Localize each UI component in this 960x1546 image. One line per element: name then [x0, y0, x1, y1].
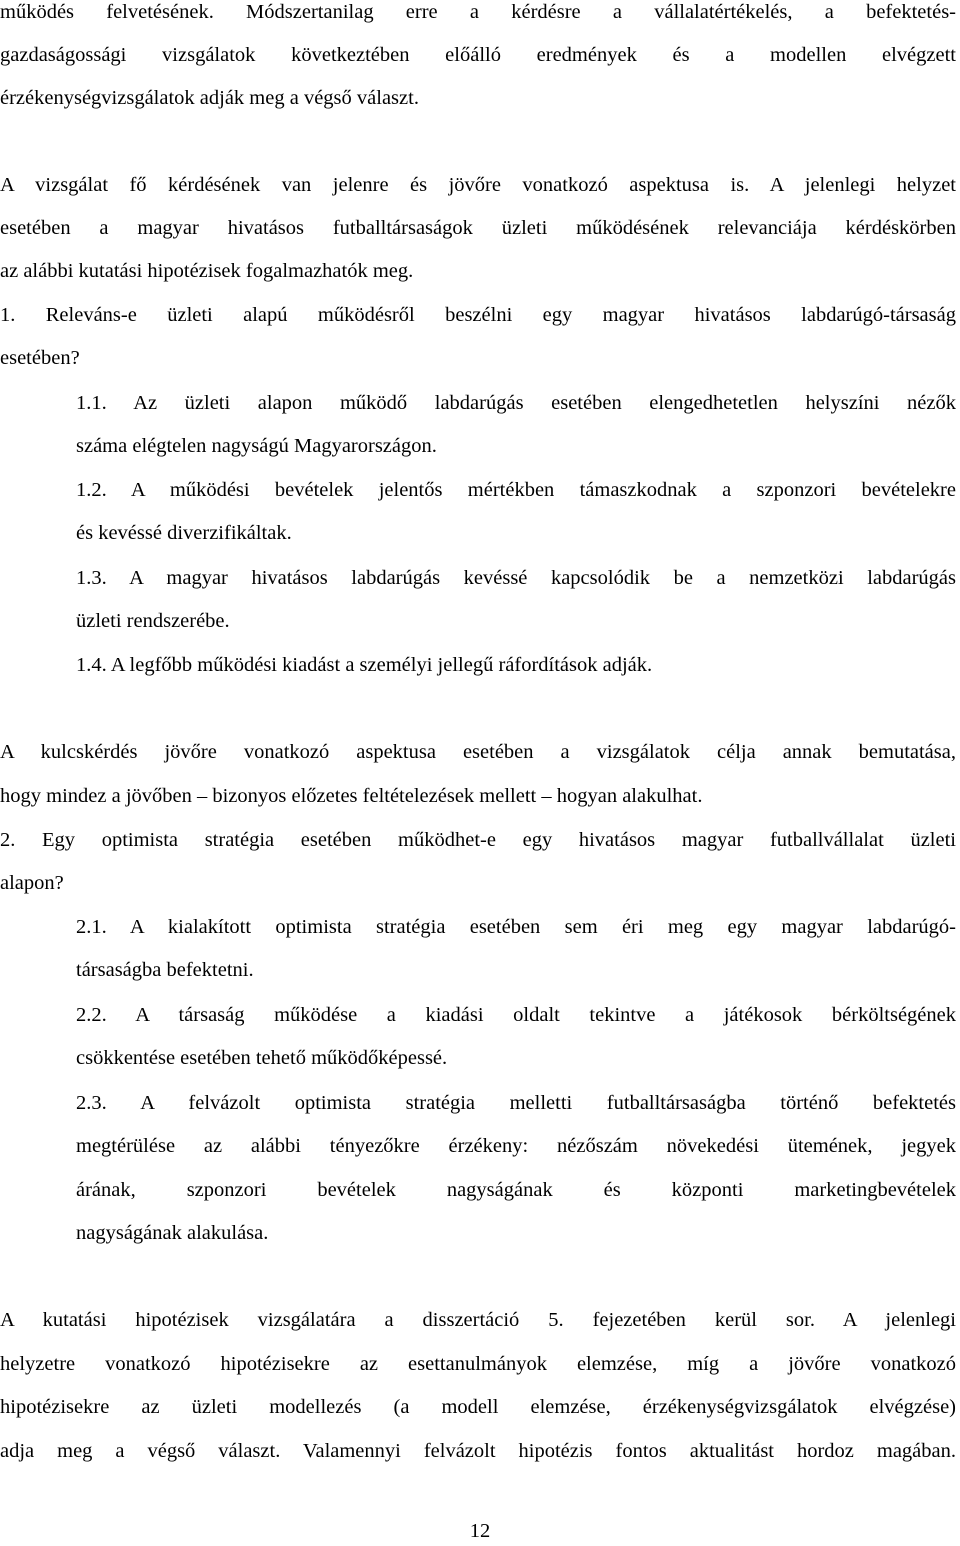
text-line: helyzetre vonatkozó hipotézisekre az esettanulmányok elemzése, míg a jövőre vonatkozó [0, 1353, 956, 1375]
text-line: nagyságának alakulása. [76, 1222, 269, 1244]
text-line: és kevéssé diverzifikáltak. [76, 522, 292, 544]
text-line: csökkentése esetében tehető működőképessé. [76, 1047, 448, 1069]
text-line: érzékenységvizsgálatok adják meg a végső választ. [0, 87, 419, 109]
text-line: gazdaságossági vizsgálatok következtében előálló eredmények és a modellen elvégzett [0, 44, 956, 66]
hypothesis-2-3: 2.3. A felvázolt optimista stratégia melletti futballtársaságba történő befektetés [76, 1092, 956, 1114]
text-line: az alábbi kutatási hipotézisek fogalmazhatók meg. [0, 260, 414, 282]
text-line: A kulcskérdés jövőre vonatkozó aspektusa esetében a vizsgálatok célja annak bemutatása, [0, 741, 956, 763]
text-line: esetében? [0, 347, 80, 369]
hypothesis-2: 2. Egy optimista stratégia esetében működhet-e egy hivatásos magyar futballvállalat üzleti [0, 829, 956, 851]
hypothesis-2-1: 2.1. A kialakított optimista stratégia esetében sem éri meg egy magyar labdarúgó- [76, 916, 956, 938]
text-line: társaságba befektetni. [76, 959, 254, 981]
text-line: megtérülése az alábbi tényezőkre érzékeny: nézőszám növekedési ütemének, jegyek [76, 1135, 956, 1157]
hypothesis-2-2: 2.2. A társaság működése a kiadási oldalt tekintve a játékosok bérköltségének [76, 1004, 956, 1026]
text-line: alapon? [0, 872, 64, 894]
page-number: 12 [469, 1520, 491, 1542]
hypothesis-1-4: 1.4. A legfőbb működési kiadást a személyi jellegű ráfordítások adják. [76, 654, 653, 676]
hypothesis-1-1: 1.1. Az üzleti alapon működő labdarúgás esetében elengedhetetlen helyszíni nézők [76, 392, 956, 414]
text-line: száma elégtelen nagyságú Magyarországon. [76, 435, 437, 457]
text-line: adja meg a végső választ. Valamennyi felvázolt hipotézis fontos aktualitást hordoz magában. [0, 1440, 956, 1462]
text-line: A kutatási hipotézisek vizsgálatára a disszertáció 5. fejezetében kerül sor. A jelenlegi [0, 1309, 956, 1331]
text-line: árának, szponzori bevételek nagyságának és központi marketingbevételek [76, 1179, 956, 1201]
text-line: működés felvetésének. Módszertanilag erre a kérdésre a vállalatértékelés, a befektetés- [0, 1, 956, 23]
text-line: esetében a magyar hivatásos futballtársaságok üzleti működésének relevanciája kérdéskörben [0, 217, 956, 239]
text-line: hipotézisekre az üzleti modellezés (a modell elemzése, érzékenységvizsgálatok elvégzése) [0, 1396, 956, 1418]
text-line: A vizsgálat fő kérdésének van jelenre és jövőre vonatkozó aspektusa is. A jelenlegi helyzet [0, 174, 956, 196]
text-line: hogy mindez a jövőben – bizonyos előzetes feltételezések mellett – hogyan alakulhat. [0, 785, 703, 807]
hypothesis-1-3: 1.3. A magyar hivatásos labdarúgás kevéssé kapcsolódik be a nemzetközi labdarúgás [76, 567, 956, 589]
hypothesis-1: 1. Releváns-e üzleti alapú működésről beszélni egy magyar hivatásos labdarúgó-társaság [0, 304, 956, 326]
text-line: üzleti rendszerébe. [76, 610, 230, 632]
hypothesis-1-2: 1.2. A működési bevételek jelentős mértékben támaszkodnak a szponzori bevételekre [76, 479, 956, 501]
